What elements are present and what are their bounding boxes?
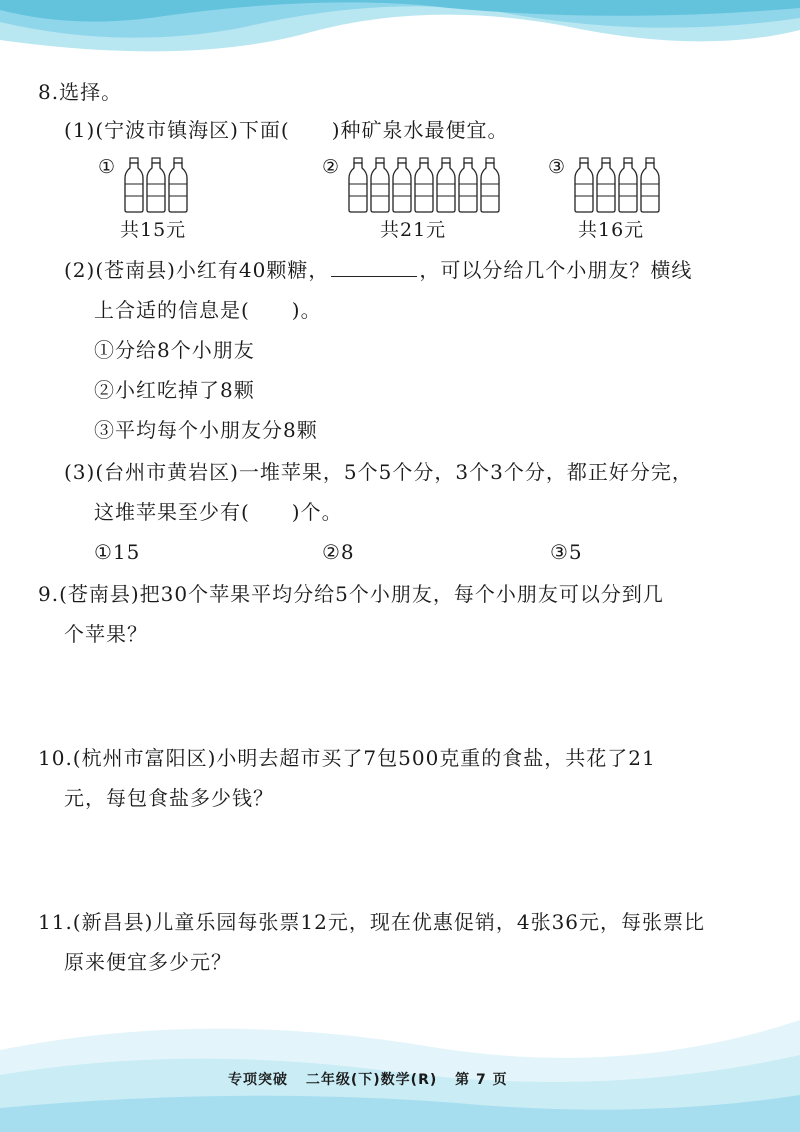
bottle-icons (346, 156, 500, 214)
footer-page-number: 第 7 页 (455, 1072, 508, 1088)
bottle-icons (572, 156, 660, 214)
bottle-icon (459, 158, 477, 212)
bottle-icon (415, 158, 433, 212)
q8-p2-stem-before: (2)(苍南县)小红有40颗糖， (64, 258, 330, 282)
footer-grade: 二年级(下)数学(R) (305, 1072, 438, 1088)
option-marker: ① (98, 156, 116, 178)
bottle-icon (371, 158, 389, 212)
q10-line2: 元，每包食盐多少钱？ (64, 786, 274, 810)
option-marker: ③ (548, 156, 566, 178)
bottle-icon (481, 158, 499, 212)
q8-p3-stem-line1: (3)(台州市黄岩区)一堆苹果，5个5个分，3个3个分，都正好分完， (64, 460, 693, 484)
bottle-icon (597, 158, 615, 212)
q8-p2-stem-line1 (64, 258, 692, 282)
option-marker: ② (322, 156, 340, 178)
q8-p1-stem: (1)(宁波市镇海区)下面( )种矿泉水最便宜。 (64, 118, 509, 142)
bottle-icon (169, 158, 187, 212)
q11-line2: 原来便宜多少元？ (64, 950, 232, 974)
bottle-icon (437, 158, 455, 212)
footer-section: 专项突破 (228, 1072, 288, 1088)
bottle-icon (393, 158, 411, 212)
bottle-icon (641, 158, 659, 212)
q8-p3-stem-line2: 这堆苹果至少有( )个。 (94, 500, 343, 524)
q8-p3-option-1: ①15 (94, 540, 141, 564)
page-footer (228, 1069, 520, 1089)
q8-p1-option-3-price: 共16元 (578, 219, 645, 241)
bottle-icon (349, 158, 367, 212)
q8-p3-option-3: ③5 (550, 540, 583, 564)
bottom-decorative-band (0, 990, 800, 1132)
q8-p1-option-2-price: 共21元 (380, 219, 447, 241)
q8-heading: 8.选择。 (38, 80, 123, 104)
q10-line1: 10.(杭州市富阳区)小明去超市买了7包500克重的食盐，共花了21 (38, 746, 656, 770)
q9-line1: 9.(苍南县)把30个苹果平均分给5个小朋友，每个小朋友可以分到几 (38, 582, 664, 606)
bottle-icon (575, 158, 593, 212)
top-decorative-band (0, 0, 800, 80)
q8-p2-option-2: ②小红吃掉了8颗 (94, 378, 255, 402)
q11-line1: 11.(新昌县)儿童乐园每张票12元，现在优惠促销，4张36元，每张票比 (38, 910, 706, 934)
q8-p2-stem-line2: 上合适的信息是( )。 (94, 298, 322, 322)
bottle-icons (122, 156, 188, 214)
answer-blank-line (331, 258, 417, 277)
bottle-icon (147, 158, 165, 212)
q9-line2: 个苹果？ (64, 622, 148, 646)
bottle-icon (619, 158, 637, 212)
bottle-icon (125, 158, 143, 212)
q8-p2-option-3: ③平均每个小朋友分8颗 (94, 418, 318, 442)
q8-p3-option-2: ②8 (322, 540, 355, 564)
q8-p2-option-1: ①分给8个小朋友 (94, 338, 255, 362)
q8-p2-stem-after: ，可以分给几个小朋友？横线 (419, 258, 693, 282)
q8-p1-option-1-price: 共15元 (120, 219, 187, 241)
